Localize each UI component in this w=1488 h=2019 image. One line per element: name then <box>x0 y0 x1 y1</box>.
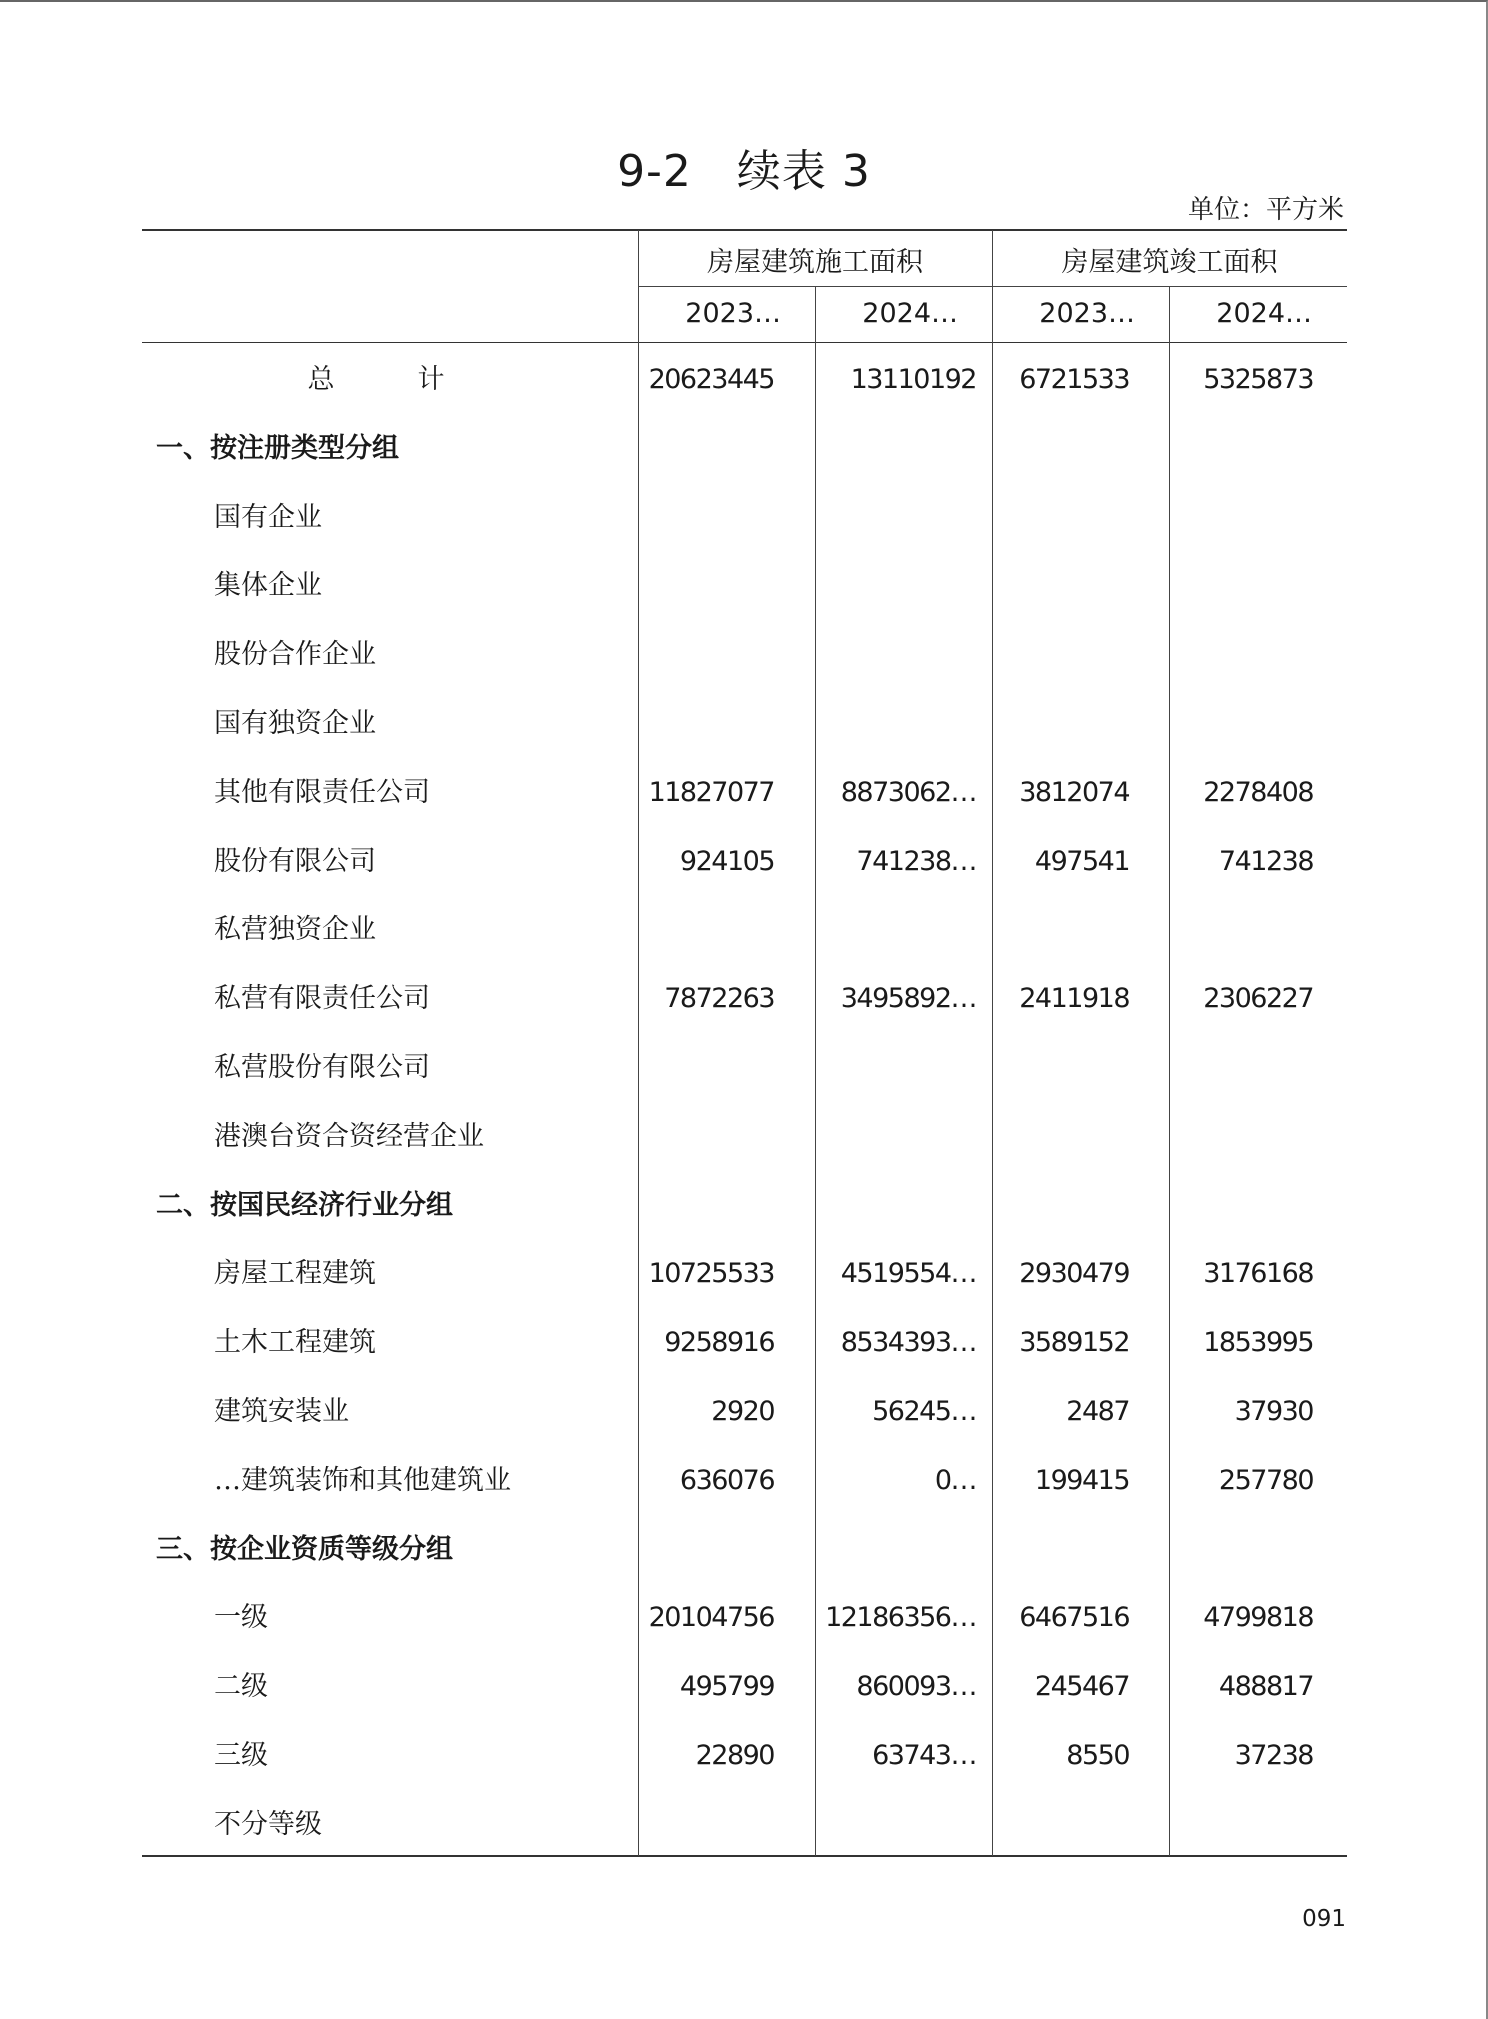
unit-label: 单位：平方米 <box>1187 195 1344 225</box>
row-value: 2411918 <box>1019 983 1129 1015</box>
table-row <box>142 1652 1347 1721</box>
table-row <box>142 1721 1347 1790</box>
table-row <box>142 414 1347 483</box>
row-label: 总 计 <box>307 364 473 395</box>
row-value: 11827077 <box>648 776 774 808</box>
row-value: 495799 <box>679 1671 774 1703</box>
table-row <box>142 1102 1347 1171</box>
table-row <box>142 551 1347 620</box>
row-label: 房屋工程建筑 <box>214 1258 376 1290</box>
row-value: 636076 <box>679 1464 774 1496</box>
row-value: 0… <box>934 1464 976 1496</box>
row-value: 245467 <box>1034 1671 1129 1703</box>
year-header: 2024… <box>1216 298 1312 329</box>
row-value: 8534393… <box>840 1327 976 1359</box>
row-value: 497541 <box>1034 845 1129 877</box>
row-value: 22890 <box>695 1740 774 1771</box>
row-label: 私营独资企业 <box>214 914 376 946</box>
row-value: 2278408 <box>1203 776 1313 808</box>
table-row <box>142 345 1347 414</box>
table-row <box>142 895 1347 964</box>
table-row <box>142 620 1347 689</box>
row-value: 924105 <box>679 845 774 877</box>
row-label: 私营股份有限公司 <box>214 1052 430 1083</box>
row-value: 56245… <box>872 1396 976 1427</box>
year-header: 2023… <box>1039 298 1135 329</box>
table-row <box>142 964 1347 1033</box>
table-row <box>142 1583 1347 1652</box>
row-value: 8873062… <box>840 776 976 808</box>
table-row <box>142 1239 1347 1308</box>
row-value: 6721533 <box>1019 364 1129 395</box>
row-label: 二级 <box>214 1671 268 1703</box>
row-value: 6467516 <box>1019 1602 1129 1634</box>
table-row <box>142 1033 1347 1102</box>
row-value: 5325873 <box>1203 364 1313 395</box>
row-value: 3812074 <box>1019 776 1129 808</box>
row-label: 三、按企业资质等级分组 <box>156 1533 453 1565</box>
table-row <box>142 1308 1347 1377</box>
row-value: 37930 <box>1234 1396 1313 1427</box>
row-value: 2920 <box>711 1396 774 1427</box>
row-value: 4519554… <box>840 1258 976 1290</box>
table-row <box>142 689 1347 758</box>
row-label: 不分等级 <box>214 1808 322 1840</box>
row-label: 一、按注册类型分组 <box>156 432 399 464</box>
row-label: 国有独资企业 <box>214 708 376 739</box>
row-value: 741238 <box>1218 845 1313 877</box>
table-row <box>142 1171 1347 1240</box>
header-bottom-rule <box>142 342 1347 343</box>
row-label: 集体企业 <box>214 570 322 602</box>
top-rule <box>142 229 1347 231</box>
row-label: 股份合作企业 <box>214 639 376 671</box>
row-value: 4799818 <box>1203 1602 1313 1634</box>
row-value: 3176168 <box>1203 1258 1313 1290</box>
row-value: 9258916 <box>664 1327 774 1359</box>
row-value: 10725533 <box>648 1258 774 1290</box>
row-label: 港澳台资合资经营企业 <box>214 1120 484 1152</box>
row-value: 257780 <box>1218 1464 1313 1496</box>
row-value: 8550 <box>1066 1740 1129 1771</box>
row-value: 2930479 <box>1019 1258 1129 1290</box>
row-value: 1853995 <box>1203 1327 1313 1359</box>
row-value: 20623445 <box>648 364 774 395</box>
row-value: 7872263 <box>664 983 774 1015</box>
row-value: 199415 <box>1034 1464 1129 1496</box>
row-value: 20104756 <box>648 1602 774 1634</box>
header-construction-area: 房屋建筑施工面积 <box>707 247 923 278</box>
row-value: 63743… <box>872 1740 976 1771</box>
row-value: 488817 <box>1218 1671 1313 1703</box>
year-header: 2023… <box>685 298 781 329</box>
row-label: 其他有限责任公司 <box>214 776 430 808</box>
row-value: 2306227 <box>1203 983 1313 1015</box>
table-title: 9-2 续表 3 <box>617 146 871 197</box>
table-row <box>142 1446 1347 1515</box>
table-row <box>142 758 1347 827</box>
table-row <box>142 483 1347 552</box>
table-row <box>142 1790 1347 1859</box>
row-label: 建筑安装业 <box>214 1396 349 1427</box>
table-row <box>142 827 1347 896</box>
row-value: 2487 <box>1066 1396 1129 1427</box>
row-value: 37238 <box>1234 1740 1313 1771</box>
row-label: …建筑装饰和其他建筑业 <box>214 1464 511 1496</box>
row-label: 一级 <box>214 1602 268 1634</box>
row-value: 860093… <box>856 1671 976 1703</box>
row-label: 股份有限公司 <box>214 845 376 877</box>
row-label: 土木工程建筑 <box>214 1327 376 1359</box>
header-completed-area: 房屋建筑竣工面积 <box>1061 247 1278 278</box>
row-label: 三级 <box>214 1740 268 1771</box>
table-row <box>142 1515 1347 1584</box>
page-number: 091 <box>1302 1906 1346 1932</box>
row-value: 3495892… <box>840 983 976 1015</box>
year-header: 2024… <box>862 298 958 329</box>
row-label: 国有企业 <box>214 501 322 533</box>
table-row <box>142 1377 1347 1446</box>
row-value: 741238… <box>856 845 976 877</box>
row-value: 12186356… <box>825 1602 976 1634</box>
row-label: 二、按国民经济行业分组 <box>156 1189 453 1221</box>
row-label: 私营有限责任公司 <box>214 983 430 1015</box>
row-value: 13110192 <box>850 364 976 395</box>
row-value: 3589152 <box>1019 1327 1129 1359</box>
